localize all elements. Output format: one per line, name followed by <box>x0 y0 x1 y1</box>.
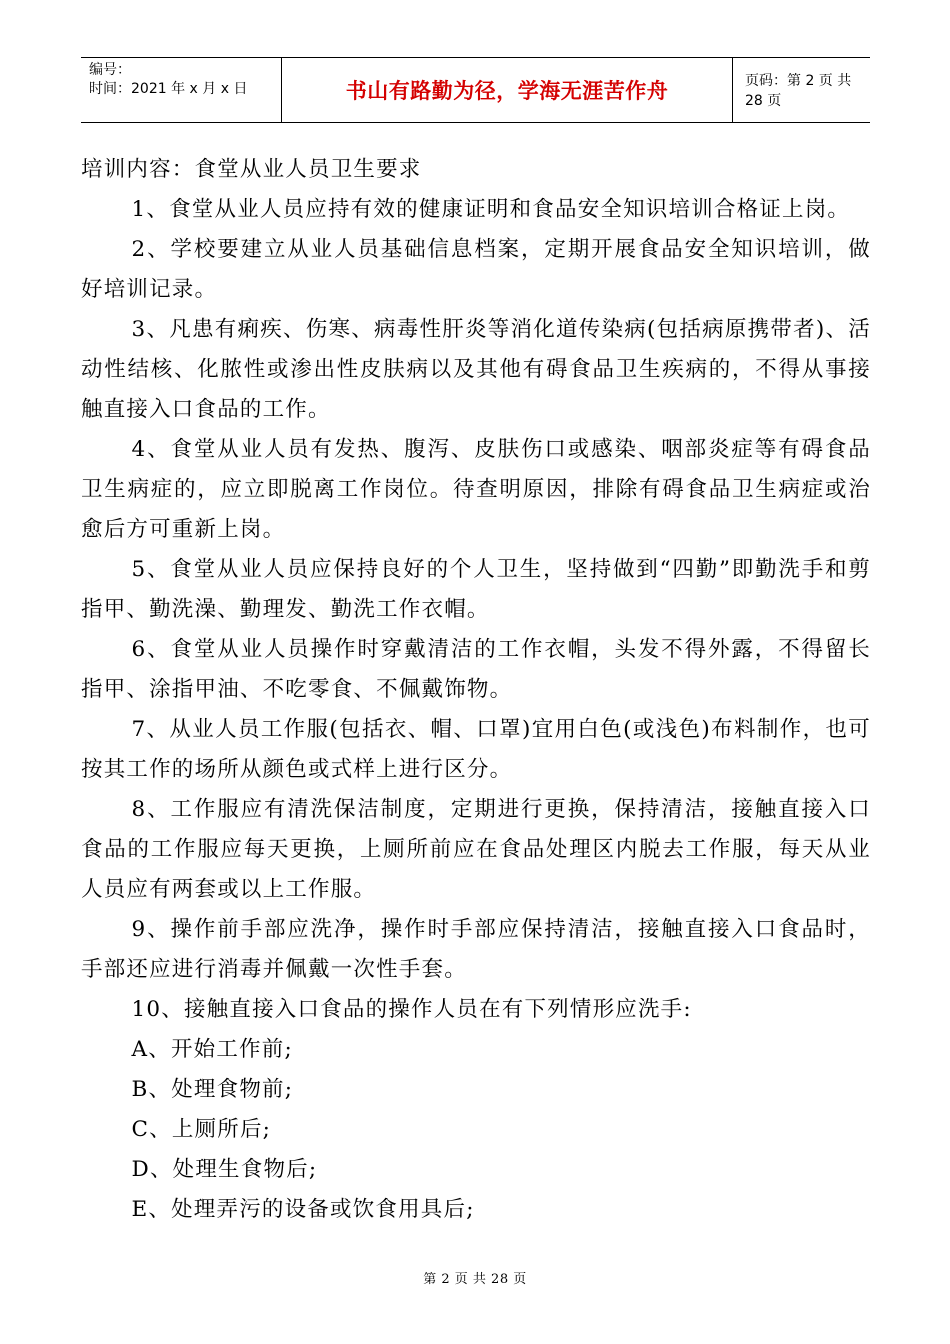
paragraph-4: 4、食堂从业人员有发热、腹泻、皮肤伤口或感染、咽部炎症等有碍食品卫生病症的，应立即脱离工作岗位。待查明原因，排除有碍食品卫生病症或治愈后方可重新上岗。 <box>81 437 871 542</box>
list-item-e: E、处理弄污的设备或饮食用具后; <box>131 1197 475 1222</box>
footer-page-indicator: 第 2 页 共 28 页 <box>423 1272 527 1287</box>
paragraph-8: 8、工作服应有清洗保洁制度，定期进行更换，保持清洁，接触直接入口食品的工作服应每天更换，上厕所前应在食品处理区内脱去工作服，每天从业人员应有两套或以上工作服。 <box>81 797 871 902</box>
paragraph-9: 9、操作前手部应洗净，操作时手部应保持清洁，接触直接入口食品时，手部还应进行消毒并佩戴一次性手套。 <box>81 917 871 982</box>
document-body <box>81 150 871 1230</box>
section-title: 培训内容：食堂从业人员卫生要求 <box>81 157 422 182</box>
paragraph-10: 10、接触直接入口食品的操作人员在有下列情形应洗手: <box>131 997 692 1022</box>
paragraph-7: 7、从业人员工作服(包括衣、帽、口罩)宜用白色(或浅色)布料制作，也可按其工作的场所从颜色或式样上进行区分。 <box>81 717 871 782</box>
paragraph-1: 1、食堂从业人员应持有效的健康证明和食品安全知识培训合格证上岗。 <box>131 197 851 222</box>
doc-number-label: 编号： <box>89 62 131 78</box>
time-label: 时间：2021 年 x 月 x 日 <box>89 81 248 97</box>
document-header <box>81 57 870 123</box>
paragraph-6: 6、食堂从业人员操作时穿戴清洁的工作衣帽，头发不得外露，不得留长指甲、涂指甲油、不吃零食、不佩戴饰物。 <box>81 637 871 702</box>
header-page-cell <box>733 58 870 122</box>
motto-text: 书山有路勤为径，学海无涯苦作舟 <box>345 79 669 103</box>
list-item-a: A、开始工作前; <box>131 1037 293 1062</box>
list-item-b: B、处理食物前; <box>131 1077 294 1102</box>
page-code: 页码：第 2 页 共 28 页 <box>745 73 852 109</box>
paragraph-5: 5、食堂从业人员应保持良好的个人卫生，坚持做到“四勤”即勤洗手和剪指甲、勤洗澡、勤理发、勤洗工作衣帽。 <box>81 557 871 622</box>
list-item-d: D、处理生食物后; <box>131 1157 318 1182</box>
paragraph-3: 3、凡患有痢疾、伤寒、病毒性肝炎等消化道传染病(包括病原携带者)、活动性结核、化脓性或渗出性皮肤病以及其他有碍食品卫生疾病的，不得从事接触直接入口食品的工作。 <box>81 317 871 422</box>
header-motto-cell <box>281 58 733 122</box>
page-footer <box>0 1268 950 1287</box>
list-item-c: C、上厕所后; <box>131 1117 272 1142</box>
header-info-cell <box>81 58 281 122</box>
paragraph-2: 2、学校要建立从业人员基础信息档案，定期开展食品安全知识培训，做好培训记录。 <box>81 237 871 302</box>
